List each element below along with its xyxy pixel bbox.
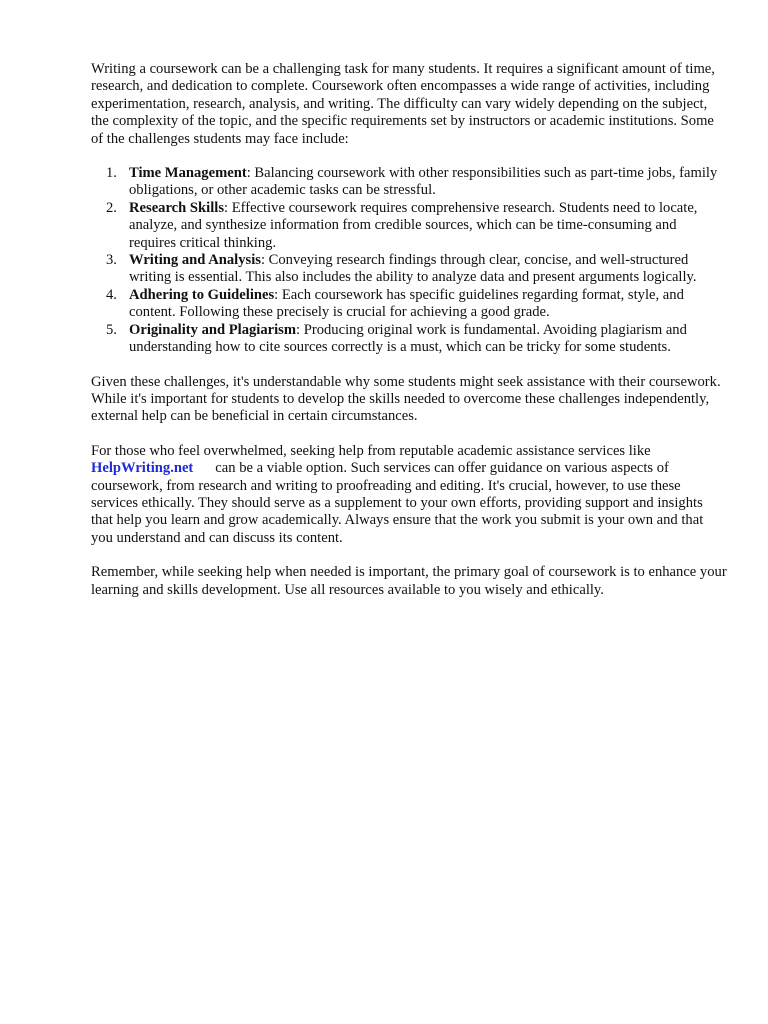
list-number: 1. bbox=[106, 165, 117, 182]
list-text: Conveying research findings through clear, concise, and well-structured writing is essential. This also includes the ability to analyze data and present arguments logically. bbox=[129, 252, 697, 286]
assistance-paragraph: Given these challenges, it's understandable why some students might seek assistance with their coursework. While it's important for students to develop the skills needed to overcome these challenges independently, external help can be beneficial in certain circumstances. bbox=[91, 373, 721, 425]
list-item bbox=[91, 252, 727, 287]
list-item bbox=[91, 322, 727, 357]
list-number: 5. bbox=[106, 321, 117, 338]
document-body bbox=[91, 61, 727, 616]
intro-paragraph: Writing a coursework can be a challenging task for many students. It requires a significant amount of time, research, and dedication to complete. Coursework often encompasses a wide range of activities, including experimentation, research, analysis, and writing. The difficulty can vary widely depending on the subject, the complexity of the topic, and the specific requirements set by instructors or academic institutions. Some of the challenges students may face include: bbox=[91, 61, 715, 147]
list-text: Effective coursework requires comprehensive research. Students need to locate, analyze, and synthesize information from credible sources, which can be time-consuming and requires critical thinking. bbox=[129, 199, 698, 251]
list-separator: : bbox=[296, 321, 301, 338]
list-text: Balancing coursework with other responsibilities such as part-time jobs, family obligations, or other academic tasks can be stressful. bbox=[129, 165, 718, 199]
list-item bbox=[91, 165, 727, 200]
list-separator: : bbox=[274, 286, 279, 303]
list-text: Producing original work is fundamental. Avoiding plagiarism and understanding how to cite sources correctly is a must, which can be tricky for some students. bbox=[129, 321, 687, 356]
service-text-before: For those who feel overwhelmed, seeking help from reputable academic assistance services like bbox=[91, 442, 651, 459]
list-item bbox=[91, 287, 727, 322]
list-term: Writing and Analysis bbox=[129, 252, 261, 269]
service-text-after: can be a viable option. Such services can offer guidance on various aspects of coursework, from research and writing to proofreading and editing. It's crucial, however, to use these services ethically. They should serve as a supplement to your own efforts, providing support and insights that help you learn and grow academically. Always ensure that the work you submit is your own and that you understand and can discuss its content. bbox=[91, 460, 704, 546]
list-separator: : bbox=[246, 165, 251, 182]
list-term: Time Management bbox=[129, 165, 247, 182]
closing-paragraph: Remember, while seeking help when needed is important, the primary goal of coursework is to enhance your learning and skills development. Use all resources available to you wisely and ethically. bbox=[91, 564, 727, 598]
helpwriting-link[interactable]: HelpWriting.net bbox=[91, 460, 194, 477]
list-item bbox=[91, 200, 727, 252]
list-separator: : bbox=[224, 199, 229, 216]
list-text: Each coursework has specific guidelines regarding format, style, and content. Following these precisely is crucial for achieving a good grade. bbox=[129, 286, 684, 321]
list-term: Originality and Plagiarism bbox=[129, 321, 297, 338]
list-separator: : bbox=[260, 252, 265, 269]
list-term: Adhering to Guidelines bbox=[129, 286, 275, 303]
list-number: 2. bbox=[106, 199, 117, 216]
list-number: 4. bbox=[106, 286, 117, 303]
challenges-list bbox=[91, 165, 727, 356]
list-number: 3. bbox=[106, 252, 117, 269]
service-paragraph bbox=[91, 443, 727, 547]
list-term: Research Skills bbox=[129, 199, 225, 216]
